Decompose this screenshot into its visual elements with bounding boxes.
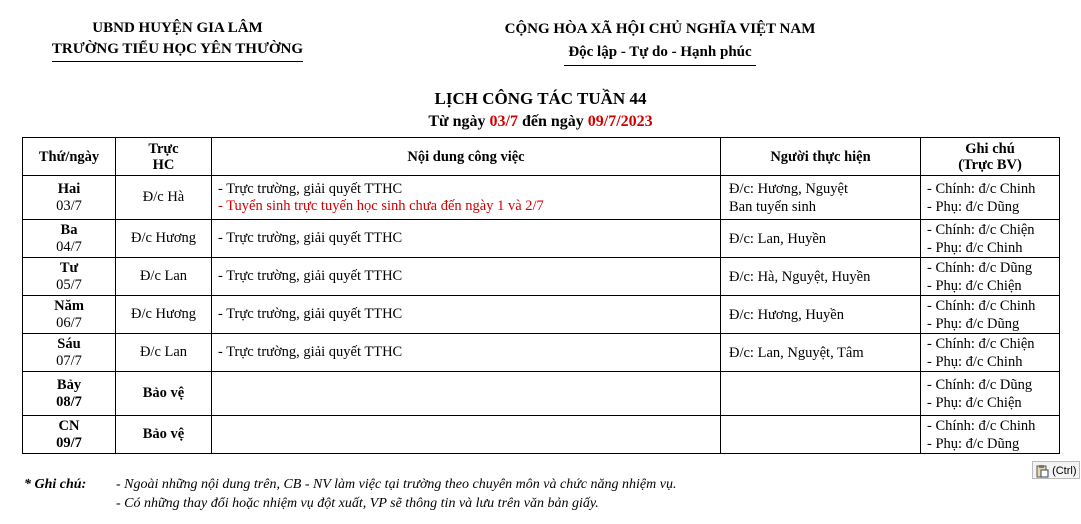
note-main: - Chính: đ/c Dũng <box>927 259 1033 276</box>
note-cell <box>921 296 1060 334</box>
work-cell <box>212 334 721 372</box>
person-cell <box>721 416 921 454</box>
table-row <box>23 220 1060 258</box>
work-item-highlight: - Tuyển sinh trực tuyến học sinh chưa đến ngày 1 và 2/7 <box>218 197 544 214</box>
day-cell <box>23 258 116 296</box>
duty-cell: Đ/c Hương <box>116 296 212 334</box>
work-item: - Trực trường, giải quyết TTHC <box>218 344 403 360</box>
day-cell <box>23 176 116 220</box>
person-line: Đ/c: Lan, Nguyệt, Tâm <box>729 344 864 361</box>
table-row <box>23 334 1060 372</box>
note-sub: - Phụ: đ/c Chiện <box>927 394 1022 411</box>
note-cell <box>921 334 1060 372</box>
note-main: - Chính: đ/c Chiện <box>927 221 1035 238</box>
work-cell <box>212 176 721 220</box>
work-item: - Trực trường, giải quyết TTHC <box>218 230 403 246</box>
header-duty <box>116 138 212 176</box>
header-duty-line1: Trực <box>148 140 179 157</box>
day-cell <box>23 416 116 454</box>
day-date: 08/7 <box>56 393 82 410</box>
note-cell <box>921 176 1060 220</box>
document-title: LỊCH CÔNG TÁC TUẦN 44 <box>434 89 647 108</box>
day-date: 09/7 <box>56 434 82 451</box>
header-day: Thứ/ngày <box>23 138 116 176</box>
person-line: Đ/c: Hà, Nguyệt, Huyền <box>729 268 871 285</box>
day-date: 04/7 <box>56 238 82 255</box>
nation-name: CỘNG HÒA XÃ HỘI CHỦ NGHĨA VIỆT NAM <box>504 21 816 37</box>
day-date: 03/7 <box>56 197 82 214</box>
header-work: Nội dung công việc <box>212 138 721 176</box>
district-name: UBND HUYỆN GIA LÂM <box>92 20 263 36</box>
note-main: - Chính: đ/c Chinh <box>927 297 1036 314</box>
footnote-line-2: - Có những thay đổi hoặc nhiệm vụ đột xuất, VP sẽ thông tin và lưu trên văn bản giấy. <box>116 496 599 511</box>
work-item: - Trực trường, giải quyết TTHC <box>218 180 403 197</box>
table-row <box>23 296 1060 334</box>
table-row <box>23 372 1060 416</box>
header-note <box>921 138 1060 176</box>
person-cell <box>721 258 921 296</box>
day-cell <box>23 372 116 416</box>
work-cell <box>212 296 721 334</box>
day-name: Tư <box>59 259 79 276</box>
person-cell <box>721 296 921 334</box>
work-item: - Trực trường, giải quyết TTHC <box>218 306 403 322</box>
document-subtitle <box>0 111 1081 133</box>
header-left <box>40 18 315 62</box>
day-cell <box>23 220 116 258</box>
paste-options-button[interactable] <box>1032 461 1080 479</box>
note-main: - Chính: đ/c Dũng <box>927 376 1033 393</box>
person-line: Đ/c: Hương, Huyền <box>729 306 844 323</box>
duty-cell: Đ/c Hà <box>116 176 212 220</box>
day-date: 05/7 <box>56 276 82 293</box>
person-line: Đ/c: Hương, Nguyệt <box>729 180 849 197</box>
day-name: Sáu <box>57 335 81 352</box>
header-person: Người thực hiện <box>721 138 921 176</box>
subtitle-to-date: 09/7/2023 <box>587 113 653 130</box>
day-name: Năm <box>54 297 84 314</box>
person-line: Đ/c: Lan, Huyền <box>729 230 827 247</box>
person-cell <box>721 176 921 220</box>
day-date: 06/7 <box>56 314 82 331</box>
note-cell <box>921 258 1060 296</box>
note-main: - Chính: đ/c Chiện <box>927 335 1035 352</box>
work-cell <box>212 220 721 258</box>
work-cell <box>212 258 721 296</box>
duty-cell: Bảo vệ <box>116 372 212 416</box>
header-right <box>470 18 850 66</box>
subtitle-prefix: Từ ngày <box>428 113 490 130</box>
table-row <box>23 416 1060 454</box>
footnote-line-1: - Ngoài những nội dung trên, CB - NV làm việc tại trường theo chuyên môn và chức năng nhiệm vụ. <box>116 477 677 492</box>
duty-cell: Đ/c Lan <box>116 334 212 372</box>
day-name: CN <box>58 417 80 434</box>
note-sub: - Phụ: đ/c Chiện <box>927 277 1022 294</box>
note-sub: - Phụ: đ/c Dũng <box>927 435 1020 452</box>
day-date: 07/7 <box>56 352 82 369</box>
subtitle-middle: đến ngày <box>517 113 588 130</box>
day-name: Ba <box>60 221 78 238</box>
paste-options-label: (Ctrl) <box>1052 465 1077 477</box>
duty-cell: Bảo vệ <box>116 416 212 454</box>
schedule-table <box>22 137 1060 454</box>
header-duty-line2: HC <box>152 156 175 173</box>
person-cell <box>721 372 921 416</box>
note-sub: - Phụ: đ/c Chinh <box>927 353 1023 370</box>
duty-cell: Đ/c Lan <box>116 258 212 296</box>
person-line-2: Ban tuyển sinh <box>729 198 816 215</box>
nation-motto: Độc lập - Tự do - Hạnh phúc <box>564 41 755 66</box>
work-cell <box>212 372 721 416</box>
footnote-label: * Ghi chú: <box>24 477 87 492</box>
note-sub: - Phụ: đ/c Dũng <box>927 198 1020 215</box>
person-cell <box>721 334 921 372</box>
work-item: - Trực trường, giải quyết TTHC <box>218 268 403 284</box>
table-row <box>23 176 1060 220</box>
note-main: - Chính: đ/c Chinh <box>927 180 1036 197</box>
day-name: Hai <box>57 180 81 197</box>
person-cell <box>721 220 921 258</box>
duty-cell: Đ/c Hương <box>116 220 212 258</box>
school-name: TRƯỜNG TIỂU HỌC YÊN THƯỜNG <box>52 39 303 62</box>
note-cell <box>921 416 1060 454</box>
table-row <box>23 258 1060 296</box>
clipboard-icon <box>1035 465 1052 477</box>
note-cell <box>921 372 1060 416</box>
header-note-line1: Ghi chú <box>965 140 1015 157</box>
day-cell <box>23 296 116 334</box>
note-cell <box>921 220 1060 258</box>
header-note-line2: (Trực BV) <box>958 156 1022 173</box>
table-header-row <box>23 138 1060 176</box>
day-cell <box>23 334 116 372</box>
subtitle-from-date: 03/7 <box>489 113 518 130</box>
day-name: Bảy <box>56 376 82 393</box>
note-sub: - Phụ: đ/c Chinh <box>927 239 1023 256</box>
work-cell <box>212 416 721 454</box>
note-main: - Chính: đ/c Chinh <box>927 417 1036 434</box>
note-sub: - Phụ: đ/c Dũng <box>927 315 1020 332</box>
